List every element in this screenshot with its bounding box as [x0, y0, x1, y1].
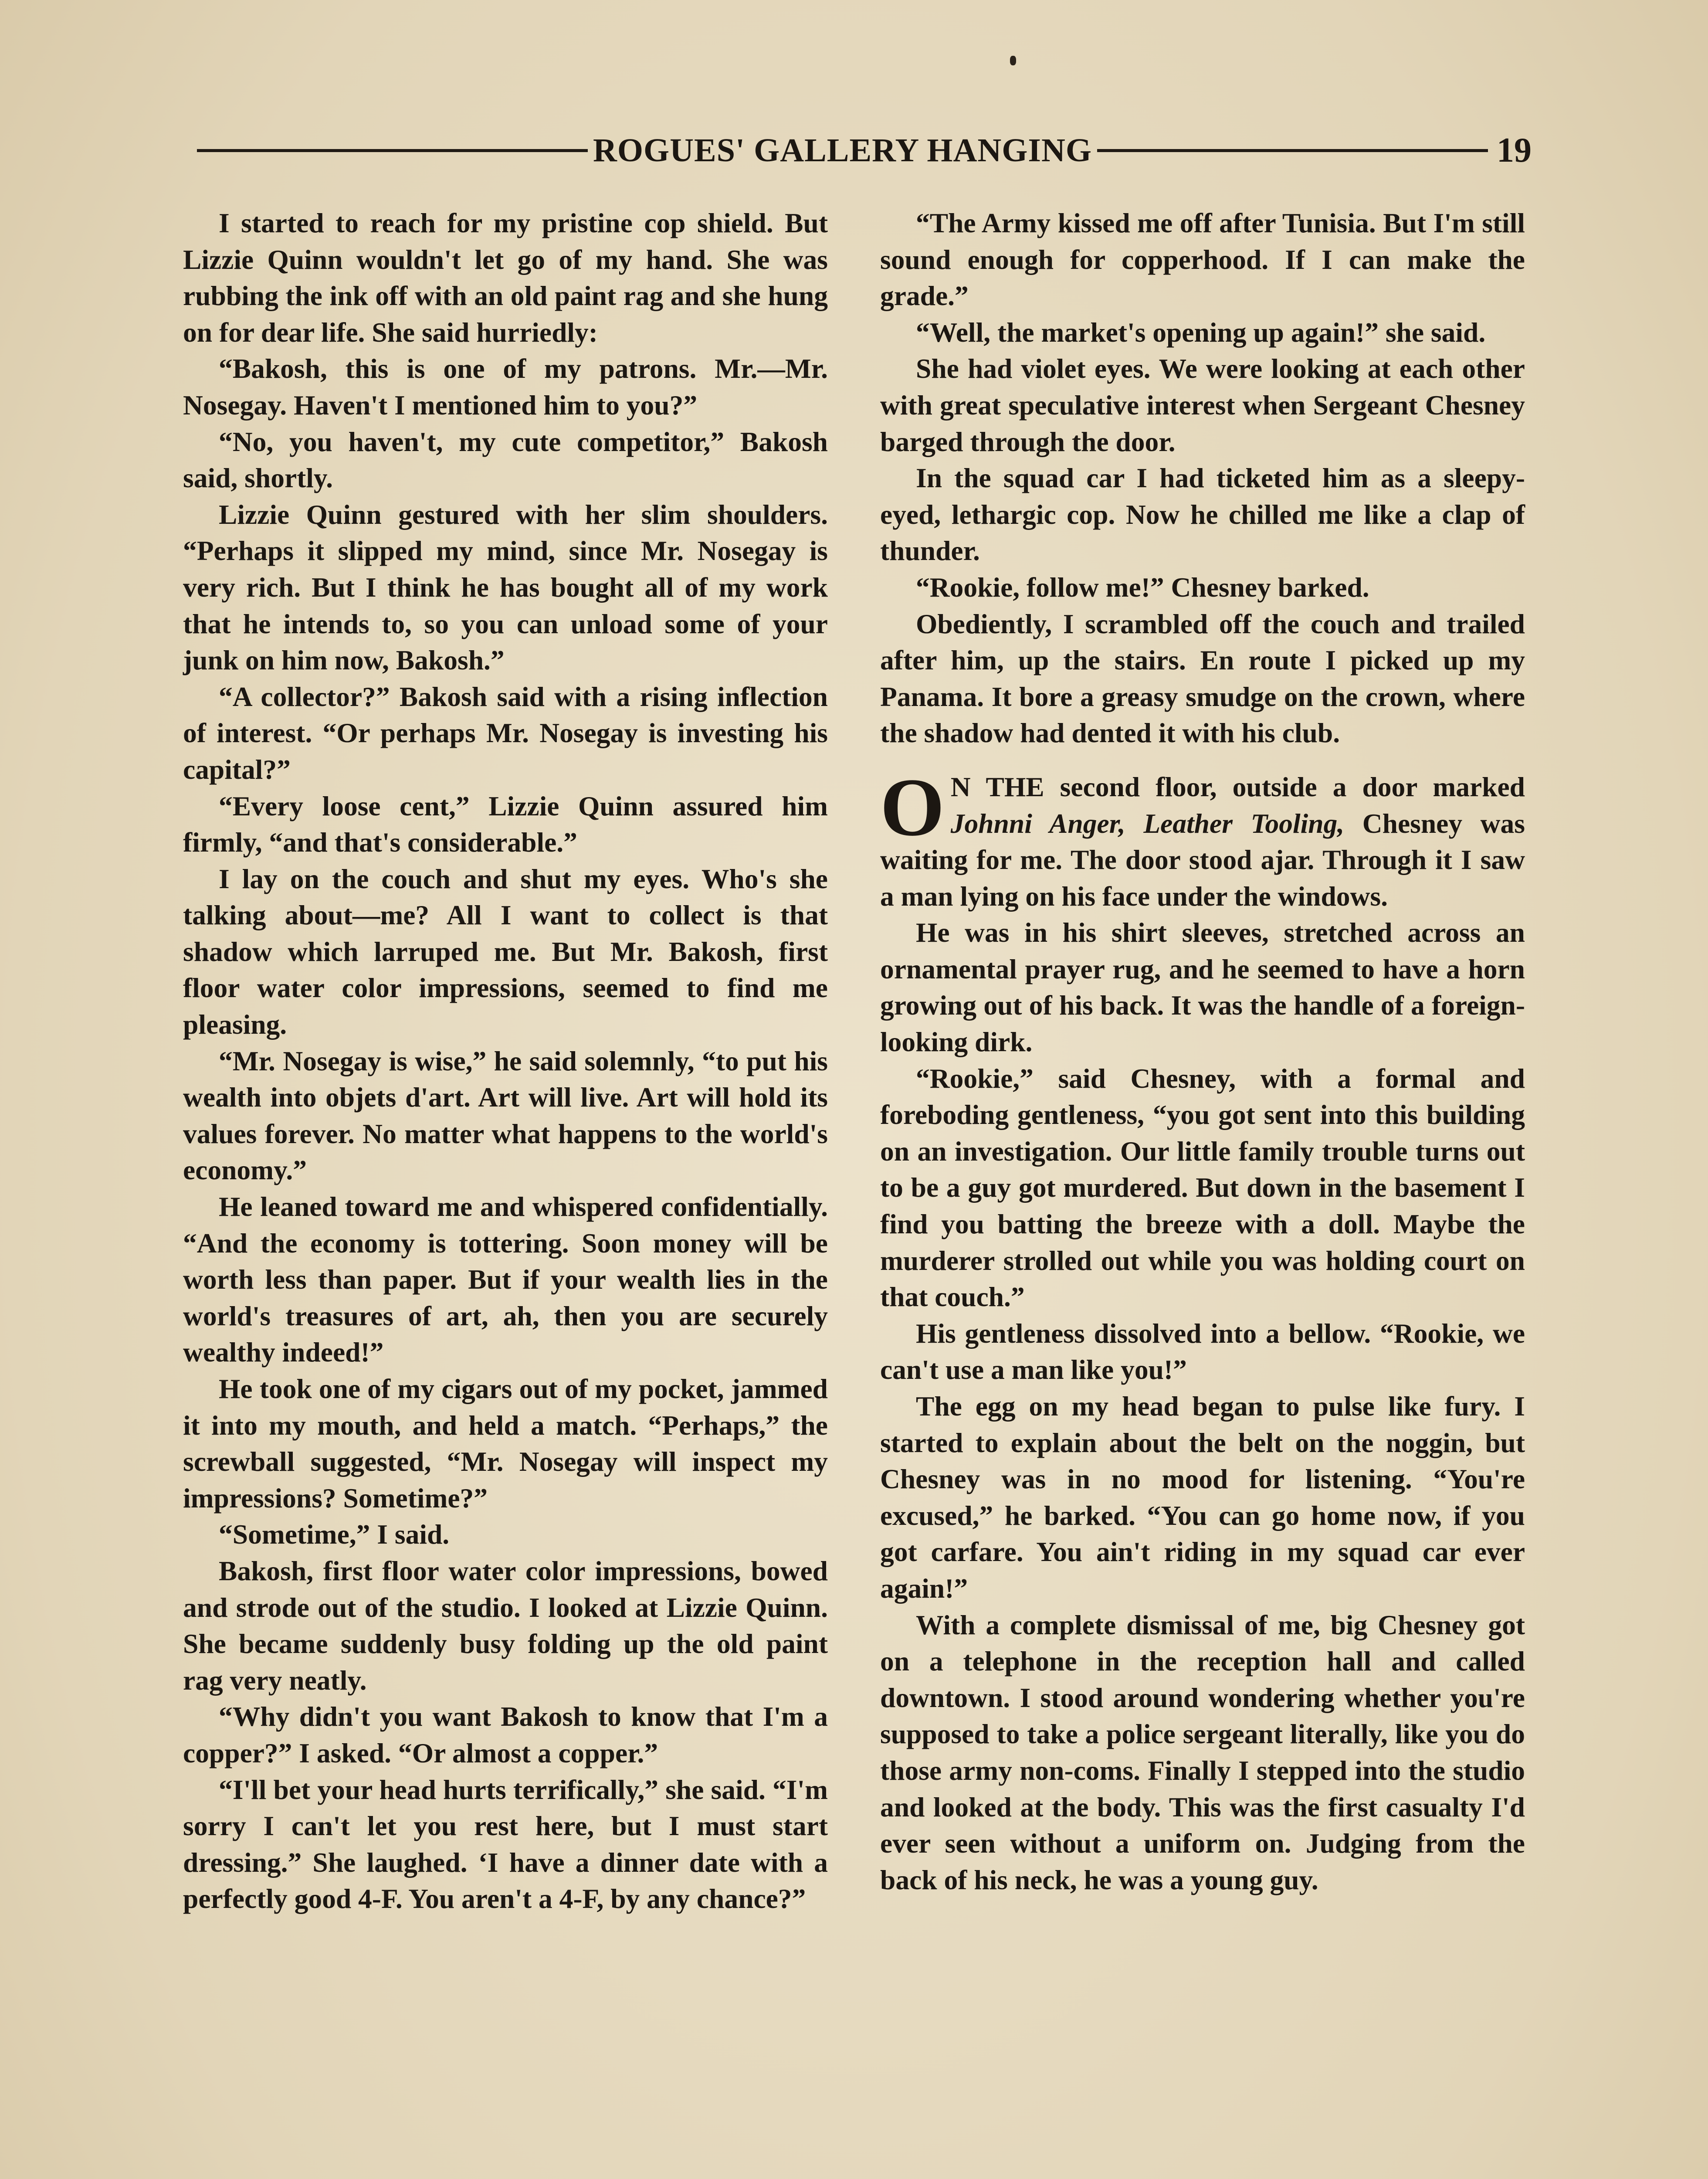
header-rule-left	[197, 149, 588, 152]
paragraph: “A collector?” Bakosh said with a rising inflection of interest. “Or perhaps Mr. Nosegay is investing his capital?”	[183, 681, 828, 785]
paragraph: “Every loose cent,” Lizzie Quinn assured him firmly, “and that's considerable.”	[183, 790, 828, 858]
paragraph: Obediently, I scrambled off the couch and trailed after him, up the stairs. En route I picked up my Panama. It bore a greasy smudge on the crown, where the shadow had dented it with his club.	[880, 608, 1525, 749]
section-break	[880, 761, 1525, 914]
door-sign-text: Johnni Anger, Leather Tooling,	[950, 808, 1345, 839]
paragraph: Lizzie Quinn gestured with her slim shoulders. “Perhaps it slipped my mind, since Mr. Nosegay is very rich. But I think he has bought all of my work that he intends to, so you can unload some of your junk on him now, Bakosh.”	[183, 499, 828, 676]
paragraph: She had violet eyes. We were looking at each other with great speculative interest when Sergeant Chesney barged through the door.	[880, 353, 1525, 457]
paragraph: With a complete dismissal of me, big Chesney got on a telephone in the reception hall and called downtown. I stood around wondering whether you're supposed to take a police sergeant literally, like you do those army non-coms. Finally I stepped into the studio and looked at the body. This was the first casualty I'd ever seen without a uniform on. Judging from the back of his neck, he was a young guy.	[880, 1609, 1525, 1895]
lead-text-continued: Chesney was waiting for me. The door stood ajar. Through it I saw a man lying on his face under the windows.	[880, 808, 1525, 912]
ink-speck	[1010, 56, 1016, 65]
paragraph: “Rookie, follow me!” Chesney barked.	[916, 571, 1369, 603]
paragraph: In the squad car I had ticketed him as a sleepy-eyed, lethargic cop. Now he chilled me like a clap of thunder.	[880, 462, 1525, 567]
paragraph: The egg on my head began to pulse like fury. I started to explain about the belt on the noggin, but Chesney was in no mood for listening. “You're excused,” he barked. “You can go home now, if you got carfare. You ain't riding in my squad car ever again!”	[880, 1391, 1525, 1604]
paragraph: “No, you haven't, my cute competitor,” Bakosh said, shortly.	[183, 426, 828, 494]
paragraph: I lay on the couch and shut my eyes. Who's she talking about—me? All I want to collect is that shadow which larruped me. But Mr. Bakosh, first floor water color impressions, seemed to find me pleasing.	[183, 863, 828, 1040]
paragraph: “Rookie,” said Chesney, with a formal and foreboding gentleness, “you got sent into this building on an investigation. Our little family trouble turns out to be a guy got murdered. But down in the basement I find you batting the breeze with a doll. Maybe the murderer strolled out while you was holding court on that couch.”	[880, 1062, 1525, 1313]
paragraph: His gentleness dissolved into a bellow. “Rookie, we can't use a man like you!”	[880, 1317, 1525, 1385]
right-column	[880, 205, 1525, 1898]
page-header	[192, 126, 1532, 174]
paragraph: “Well, the market's opening up again!” she said.	[916, 316, 1486, 348]
paragraph: He took one of my cigars out of my pocket, jammed it into my mouth, and held a match. “Perhaps,” the screwball suggested, “Mr. Nosegay will inspect my impressions? Sometime?”	[183, 1373, 828, 1514]
drop-cap: O	[880, 761, 945, 853]
paragraph: He leaned toward me and whispered confidentially. “And the economy is tottering. Soon money will be worth less than paper. But if your wealth lies in the world's treasures of art, ah, then you are securely wealthy indeed!”	[183, 1191, 828, 1368]
paragraph: He was in his shirt sleeves, stretched across an ornamental prayer rug, and he seemed to have a horn growing out of his back. It was the handle of a foreign-looking dirk.	[880, 917, 1525, 1058]
section-lead-paragraph	[880, 761, 1525, 914]
paragraph: “Mr. Nosegay is wise,” he said solemnly, “to put his wealth into objets d'art. Art will live. Art will hold its values forever. No matter what happens to the world's economy.”	[183, 1045, 828, 1186]
paragraph: “I'll bet your head hurts terrifically,” she said. “I'm sorry I can't let you rest here, but I must start dressing.” She laughed. ‘I have a dinner date with a perfectly good 4-F. You aren't a 4-F, by any chance?”	[183, 1774, 828, 1914]
paragraph: I started to reach for my pristine cop shield. But Lizzie Quinn wouldn't let go of my hand. She was rubbing the ink off with an old paint rag and she hung on for dear life. She said hurriedly:	[183, 207, 828, 348]
paragraph: “Sometime,” I said.	[219, 1519, 450, 1550]
paragraph: “The Army kissed me off after Tunisia. But I'm still sound enough for copperhood. If I can make the grade.”	[880, 207, 1525, 312]
header-rule-right	[1097, 149, 1488, 152]
paragraph: “Why didn't you want Bakosh to know that I'm a copper?” I asked. “Or almost a copper.”	[183, 1701, 828, 1768]
lead-text: N THE second floor, outside a door marked	[950, 771, 1525, 802]
paragraph: “Bakosh, this is one of my patrons. Mr.—Mr. Nosegay. Haven't I mentioned him to you?”	[183, 353, 828, 421]
running-head: ROGUES' GALLERY HANGING	[593, 132, 1092, 169]
paragraph: Bakosh, first floor water color impressions, bowed and strode out of the studio. I looked at Lizzie Quinn. She became suddenly busy folding up the old paint rag very neatly.	[183, 1555, 828, 1696]
left-column	[183, 205, 828, 1917]
page-number: 19	[1497, 131, 1532, 170]
